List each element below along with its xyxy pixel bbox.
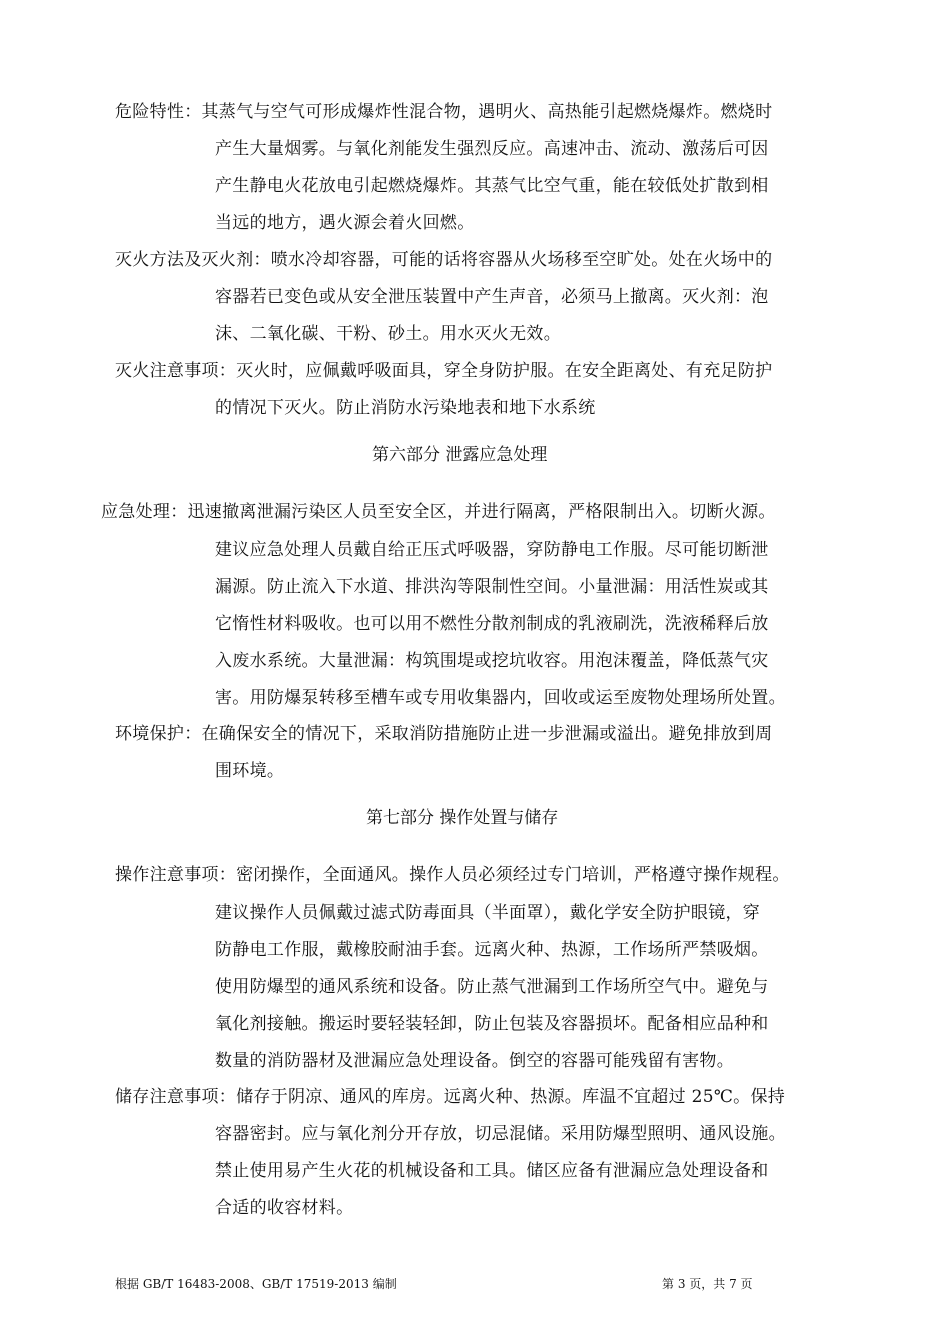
hazard-line-2: 产生大量烟雾。与氧化剂能发生强烈反应。高速冲击、流动、激荡后可因 <box>215 139 769 159</box>
extinguish-line-3: 沫、二氧化碳、干粉、砂土。用水灭火无效。 <box>215 324 561 344</box>
section6-title: 第六部分 泄露应急处理 <box>372 445 548 465</box>
operation-line-3: 防静电工作服，戴橡胶耐油手套。远离火种、热源，工作场所严禁吸烟。 <box>215 940 769 960</box>
hazard-line-1: 危险特性：其蒸气与空气可形成爆炸性混合物，遇明火、高热能引起燃烧爆炸。燃烧时 <box>115 102 773 122</box>
emergency-line-1: 应急处理：迅速撤离泄漏污染区人员至安全区，并进行隔离，严格限制出入。切断火源。 <box>101 502 776 522</box>
operation-line-1: 操作注意事项：密闭操作，全面通风。操作人员必须经过专门培训，严格遵守操作规程。 <box>115 865 790 885</box>
storage-line-2: 容器密封。应与氧化剂分开存放，切忌混储。采用防爆型照明、通风设施。 <box>215 1124 786 1144</box>
storage-line-4: 合适的收容材料。 <box>215 1198 354 1218</box>
hazard-line-4: 当远的地方，遇火源会着火回燃。 <box>215 213 475 233</box>
extinguish-line-2: 容器若已变色或从安全泄压装置中产生声音，必须马上撤离。灭火剂：泡 <box>215 287 769 307</box>
footer-standard-note: 根据 GB/T 16483-2008、GB/T 17519-2013 编制 <box>115 1277 397 1291</box>
extinguish-notes-line-1: 灭火注意事项：灭火时，应佩戴呼吸面具，穿全身防护服。在安全距离处、有充足防护 <box>115 361 773 381</box>
emergency-line-3: 漏源。防止流入下水道、排洪沟等限制性空间。小量泄漏：用活性炭或其 <box>215 577 769 597</box>
operation-line-5: 氧化剂接触。搬运时要轻装轻卸，防止包装及容器损坏。配备相应品种和 <box>215 1014 769 1034</box>
extinguish-notes-line-2: 的情况下灭火。防止消防水污染地表和地下水系统 <box>215 398 596 418</box>
section7-title: 第七部分 操作处置与储存 <box>366 808 559 828</box>
operation-line-4: 使用防爆型的通风系统和设备。防止蒸气泄漏到工作场所空气中。避免与 <box>215 977 769 997</box>
emergency-line-2: 建议应急处理人员戴自给正压式呼吸器，穿防静电工作服。尽可能切断泄 <box>215 540 769 560</box>
environment-line-2: 围环境。 <box>215 761 285 781</box>
extinguish-line-1: 灭火方法及灭火剂：喷水冷却容器，可能的话将容器从火场移至空旷处。处在火场中的 <box>115 250 773 270</box>
emergency-line-6: 害。用防爆泵转移至槽车或专用收集器内，回收或运至废物处理场所处置。 <box>215 688 786 708</box>
operation-line-6: 数量的消防器材及泄漏应急处理设备。倒空的容器可能残留有害物。 <box>215 1051 734 1071</box>
storage-line-1: 储存注意事项：储存于阴凉、通风的库房。远离火种、热源。库温不宜超过 25℃。保持 <box>115 1087 786 1107</box>
emergency-line-4: 它惰性材料吸收。也可以用不燃性分散剂制成的乳液刷洗，洗液稀释后放 <box>215 614 769 634</box>
storage-line-3: 禁止使用易产生火花的机械设备和工具。储区应备有泄漏应急处理设备和 <box>215 1161 769 1181</box>
footer-page-number: 第 3 页，共 7 页 <box>662 1277 753 1291</box>
environment-line-1: 环境保护：在确保安全的情况下，采取消防措施防止进一步泄漏或溢出。避免排放到周 <box>115 724 773 744</box>
operation-line-2: 建议操作人员佩戴过滤式防毒面具（半面罩），戴化学安全防护眼镜，穿 <box>215 903 761 923</box>
hazard-line-3: 产生静电火花放电引起燃烧爆炸。其蒸气比空气重，能在较低处扩散到相 <box>215 176 769 196</box>
emergency-line-5: 入废水系统。大量泄漏：构筑围堤或挖坑收容。用泡沫覆盖，降低蒸气灾 <box>215 651 769 671</box>
